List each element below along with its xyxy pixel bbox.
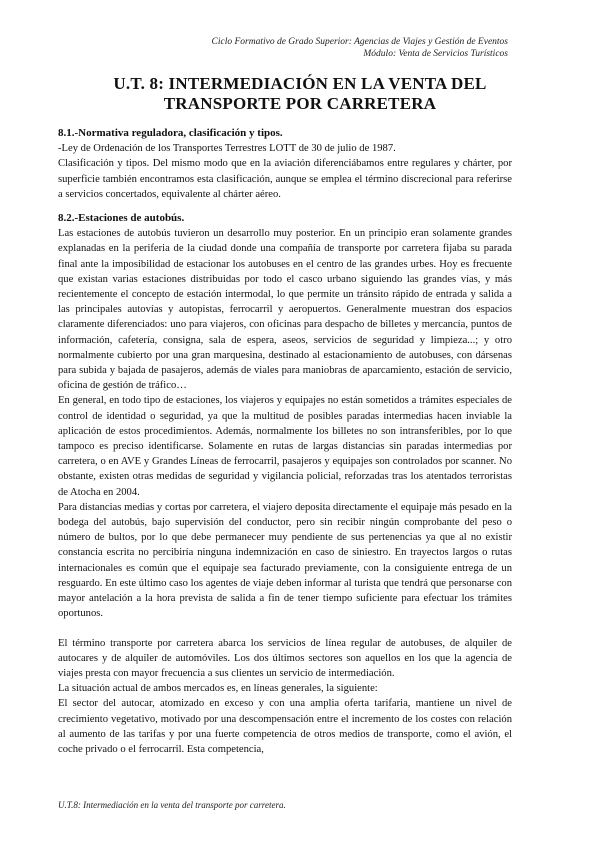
paragraph: La situación actual de ambos mercados es, en líneas generales, la siguiente: bbox=[58, 683, 378, 695]
page-title bbox=[60, 74, 540, 114]
section-heading-8-2: 8.2.-Estaciones de autobús. bbox=[58, 212, 185, 225]
title-line-2: TRANSPORTE POR CARRETERA bbox=[163, 94, 437, 113]
page-footer: U.T.8: Intermediación en la venta del transporte por carretera. bbox=[58, 800, 286, 810]
document-body bbox=[58, 126, 512, 757]
page-header bbox=[212, 36, 508, 60]
paragraph: En general, en todo tipo de estaciones, los viajeros y equipajes no están sometidos a trámites especiales de control de identidad o seguridad, ya que la multitud de posibles paradas intermedias hacen inviable la aplicación de estos procedimientos. Además, normalmente los billetes no son intransferibles, por lo que tampoco es preciso identificarse. Solamente en rutas de largas distancias sin paradas intermedias por carretera, o en AVE y Grandes Líneas de ferrocarril, pasajeros y equipajes son controlados por scanner. No obstante, existen otras medidas de seguridad y vigilancia policial, reforzadas tras los atentados terroristas de Atocha en 2004. bbox=[58, 395, 512, 498]
paragraph: Clasificación y tipos. Del mismo modo que en la aviación diferenciábamos entre regulares y chárter, por superficie también encontramos esta clasificación, aunque se emplea el término discrecional para referirse a servicios concertados, equivalente al chárter aéreo. bbox=[58, 158, 512, 200]
paragraph: -Ley de Ordenación de los Transportes Terrestres LOTT de 30 de julio de 1987. bbox=[58, 143, 396, 155]
header-module-line: Módulo: Venta de Servicios Turísticos bbox=[363, 49, 508, 59]
paragraph: Para distancias medias y cortas por carretera, el viajero deposita directamente el equipaje más pesado en la bodega del autobús, bajo supervisión del conductor, pero sin recibir ningún comprobante del peso o número de bultos, por lo que debe permanecer muy pendiente de sus pertenencias ya que al no existir constancia escrita no percibiría ninguna indemnización en caso de siniestro. En trayectos largos o rutas internacionales es común que el equipaje sea facturado previamente, con la consiguiente entrega de un resguardo. En este último caso los agentes de viaje deben informar al turista que tendrá que personarse con mayor antelación a la hora prevista de salida a fin de tener tiempo suficiente para efectuar los trámites oportunos. bbox=[58, 501, 512, 620]
section-heading-8-1: 8.1.-Normativa reguladora, clasificación y tipos. bbox=[58, 127, 283, 139]
header-course-line: Ciclo Formativo de Grado Superior: Agencias de Viajes y Gestión de Eventos bbox=[211, 37, 508, 47]
title-line-1: U.T. 8: INTERMEDIACIÓN EN LA VENTA DEL bbox=[113, 74, 487, 93]
paragraph: El sector del autocar, atomizado en exceso y con una amplia oferta tarifaria, mantiene un nivel de crecimiento vegetativo, motivado por una descompensación entre el incremento de los costes con relación al aumento de las tarifas y por una fuerte competencia de otros medios de transporte, como el avión, el coche privado o el ferrocarril. Esta competencia, bbox=[58, 698, 512, 755]
paragraph: El término transporte por carretera abarca los servicios de línea regular de autobuses, de alquiler de autocares y de alquiler de automóviles. Los dos últimos sectores son aquellos en los que la agencia de viajes presta con mayor frecuencia a sus clientes un servicio de intermediación. bbox=[58, 637, 512, 679]
paragraph: Las estaciones de autobús tuvieron un desarrollo muy posterior. En un principio eran solamente grandes explanadas en la periferia de la ciudad donde una compañía de transporte por carretera fijaba su parada final ante la imposibilidad de estacionar los autobuses en el centro de las grandes urbes. Hoy es frecuente que existan varias estaciones distribuidas por todo el casco urbano siguiendo las grandes vías, y más recientemente el concepto de estación intermodal, lo que permite un tránsito rápido de entrada y salida a las principales autovías y autopistas, ferrocarril y aeropuertos. Generalmente muestran dos espacios claramente diferenciados: uno para viajeros, con oficinas para despacho de billetes y mercancía, puntos de información, cafetería, consigna, sala de espera, aseos, servicios de seguridad y limpieza...; y otro normalmente cubierto por una gran marquesina, destinado al estacionamiento de autobuses, con dársenas para subida y bajada de pasajeros, además de viales para maniobras de aparcamiento, estación de servicio, oficina de gestión de tráfico… bbox=[58, 228, 512, 392]
